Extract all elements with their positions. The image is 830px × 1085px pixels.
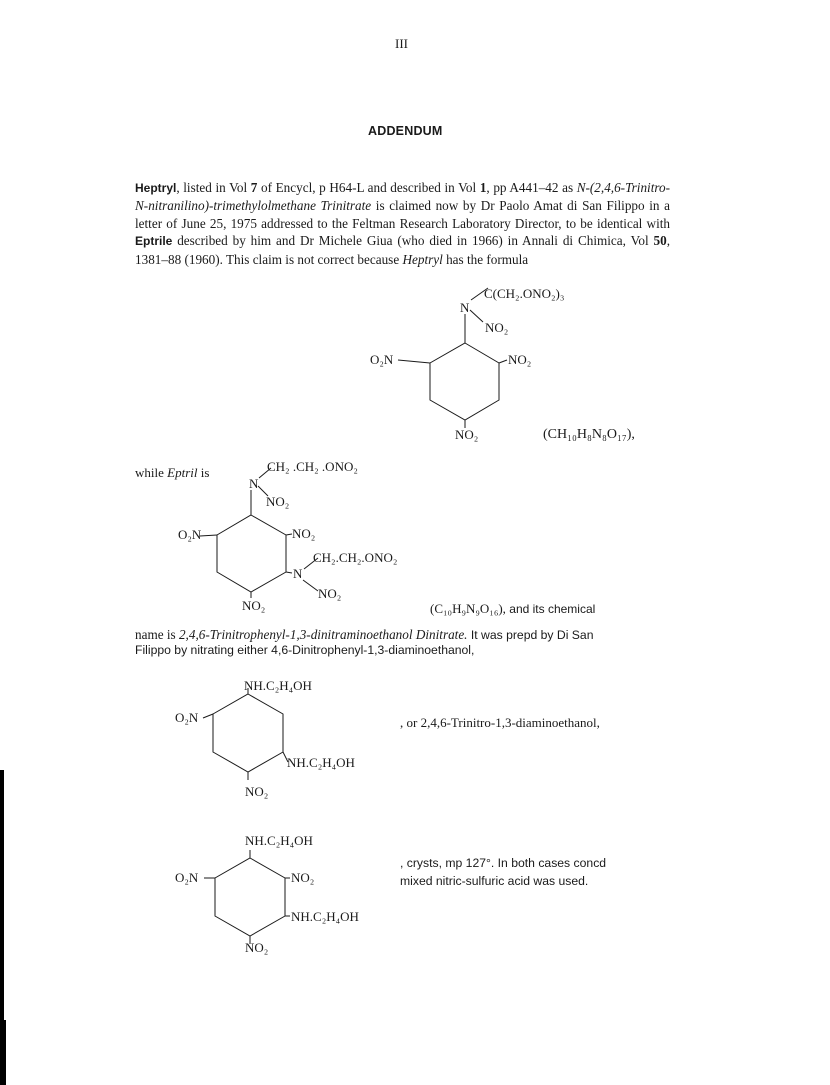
- eptrile-term: Eptrile: [135, 234, 173, 249]
- eptril-ring: [217, 515, 286, 592]
- heptryl-ring: [430, 343, 499, 420]
- heptryl-term: Heptryl: [135, 181, 177, 195]
- eptril-n-no2: NO₂: [266, 494, 290, 509]
- struct1-right-group: NH.C₂H₄OH: [287, 755, 355, 770]
- struct1-ring: [213, 694, 283, 772]
- eptril-top-group: CH₂ .CH₂ .ONO₂: [267, 459, 358, 474]
- struct2-bottom-group: NO₂: [245, 940, 269, 955]
- struct2-left-group: O₂N: [175, 870, 199, 885]
- eptril-formula-line: (C₁₀H₉N₉O₁₆), and its chemical: [430, 601, 596, 616]
- eptril-right-group: NO₂: [292, 526, 316, 541]
- heptryl-n-atom: N: [460, 300, 470, 315]
- heptryl-bottom-group: NO₂: [455, 427, 479, 442]
- page-number: III: [395, 36, 408, 51]
- heptryl-left-group: O₂N: [370, 352, 394, 367]
- eptril-side-n: N: [293, 566, 303, 581]
- struct2-top-group: NH.C₂H₄OH: [245, 833, 313, 848]
- eptril-bottom-group: NO₂: [242, 598, 266, 613]
- page-title: ADDENDUM: [368, 124, 443, 138]
- eptril-intro: while Eptril is: [135, 465, 210, 480]
- struct2-right-upper: NO₂: [291, 870, 315, 885]
- struct2-ring: [215, 858, 285, 936]
- struct2-right-lower: NH.C₂H₄OH: [291, 909, 359, 924]
- eptril-side-no2: NO₂: [318, 586, 342, 601]
- heptryl-top-group: C(CH₂.ONO₂)₃: [484, 286, 565, 301]
- heptryl-right-group: NO₂: [508, 352, 532, 367]
- heptryl-molecular-formula: (CH₁₀H₈N₈O₁₇),: [543, 427, 635, 442]
- eptril-molecular-formula: (C₁₀H₉N₉O₁₆),: [430, 601, 506, 616]
- struct1-bottom-group: NO₂: [245, 784, 269, 799]
- struct1-top-group: NH.C₂H₄OH: [244, 678, 312, 693]
- heptryl-n-no2: NO₂: [485, 320, 509, 335]
- prep-line: Filippo by nitrating either 4,6-Dinitrophenyl-1,3-diaminoethanol,: [135, 643, 475, 657]
- eptril-side-group: CH₂.CH₂.ONO₂: [313, 550, 398, 565]
- heptryl-chem-name: N-(2,4,6-Trinitro-N-nitranilino)-trimethylolmethane Trinitrate: [135, 180, 671, 214]
- struct2-caption-line1: , crysts, mp 127°. In both cases concd: [400, 856, 607, 870]
- chem-name-line: name is 2,4,6-Trinitrophenyl-1,3-dinitraminoethanol Dinitrate. It was prepd by Di San: [135, 627, 594, 642]
- eptril-n-atom: N: [249, 476, 259, 491]
- scan-edge-mark: [4, 1020, 6, 1085]
- struct1-left-group: O₂N: [175, 710, 199, 725]
- eptril-left-group: O₂N: [178, 527, 202, 542]
- intro-paragraph: Heptryl, listed in Vol 7 of Encycl, p H64-L and described in Vol 1, pp A441–42 as N-(2,4,6-Trinitro-N-nitranilino)-trimethylolmethane Trinitrate is claimed now by Dr Paolo Amat di San Filippo in a letter of June 25, 1975 addressed to the Feltman Research Laboratory Director, to be identical with Eptrile described by him and Dr Michele Giua (who died in 1966) in Annali di Chimica, Vol 50, 1381–88 (1960). This claim is not correct because Heptryl has the formula: [135, 180, 671, 267]
- struct2-caption-line2: mixed nitric-sulfuric acid was used.: [400, 874, 589, 888]
- struct1-caption: , or 2,4,6-Trinitro-1,3-diaminoethanol,: [400, 715, 600, 730]
